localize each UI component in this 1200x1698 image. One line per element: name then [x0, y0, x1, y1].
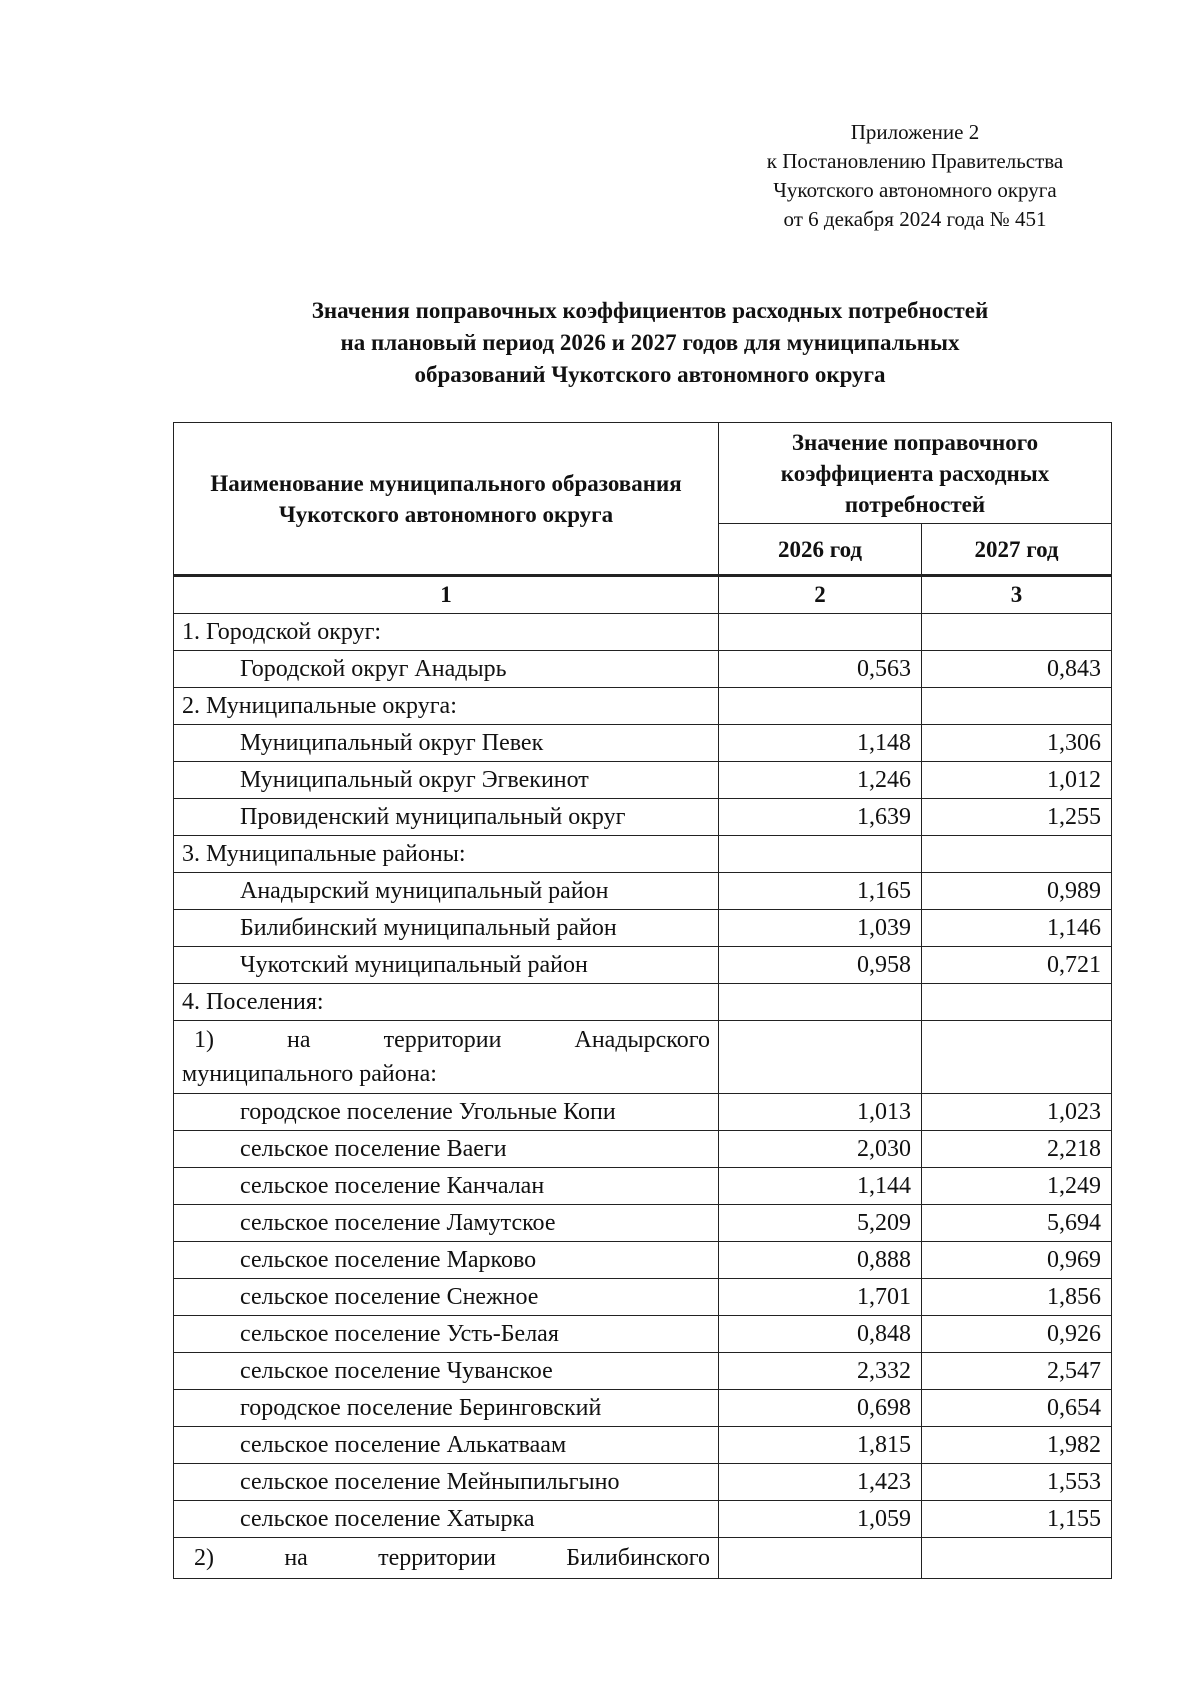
row-name: городское поселение Угольные Копи: [174, 1094, 719, 1131]
row-name: 3. Муниципальные районы:: [174, 836, 719, 873]
table-row: [174, 1242, 1112, 1279]
coefficients-table: [173, 422, 1112, 1579]
value-2027: 1,249: [922, 1168, 1112, 1205]
value-2027: 0,969: [922, 1242, 1112, 1279]
value-2026: 1,165: [719, 873, 922, 910]
value-2027: [922, 836, 1112, 873]
value-2027: 1,856: [922, 1279, 1112, 1316]
value-2026: 0,848: [719, 1316, 922, 1353]
value-2027: 1,306: [922, 725, 1112, 762]
header-name: Наименование муниципального образования Чукотского автономного округа: [174, 423, 719, 576]
row-name: сельское поселение Чуванское: [174, 1353, 719, 1390]
value-2026: 1,815: [719, 1427, 922, 1464]
header-year-2026: 2026 год: [719, 524, 922, 576]
title-line: на плановый период 2026 и 2027 годов для муниципальных: [340, 330, 960, 355]
value-2027: 1,012: [922, 762, 1112, 799]
value-2026: [719, 614, 922, 651]
value-2027: 0,721: [922, 947, 1112, 984]
row-name: сельское поселение Марково: [174, 1242, 719, 1279]
row-name: Муниципальный округ Эгвекинот: [174, 762, 719, 799]
row-name-word: Билибинского: [566, 1545, 710, 1571]
row-name-word: 1): [194, 1027, 214, 1053]
row-name: [174, 1538, 719, 1579]
table-row: [174, 1168, 1112, 1205]
table-row: [174, 1501, 1112, 1538]
row-name-word: на: [287, 1027, 311, 1053]
row-name-word: территории: [383, 1027, 502, 1053]
table-row: [174, 1279, 1112, 1316]
value-2026: [719, 1021, 922, 1094]
table-row: [174, 799, 1112, 836]
row-name: Билибинский муниципальный район: [174, 910, 719, 947]
appendix-line: Чукотского автономного округа: [773, 178, 1057, 202]
row-name: сельское поселение Снежное: [174, 1279, 719, 1316]
table-row: [174, 614, 1112, 651]
row-name-word: Анадырского: [574, 1027, 710, 1053]
row-name: Чукотский муниципальный район: [174, 947, 719, 984]
row-name: сельское поселение Усть-Белая: [174, 1316, 719, 1353]
column-number: 1: [174, 576, 719, 614]
document-title: [200, 295, 1100, 391]
value-2026: 0,958: [719, 947, 922, 984]
value-2026: 0,698: [719, 1390, 922, 1427]
table-row: [174, 651, 1112, 688]
title-line: Значения поправочных коэффициентов расходных потребностей: [311, 298, 989, 323]
table-row: [174, 1390, 1112, 1427]
table-row: [174, 873, 1112, 910]
value-2026: 1,423: [719, 1464, 922, 1501]
row-name: сельское поселение Канчалан: [174, 1168, 719, 1205]
row-name: сельское поселение Ламутское: [174, 1205, 719, 1242]
value-2027: 1,553: [922, 1464, 1112, 1501]
table-body: [174, 614, 1112, 1579]
value-2026: [719, 688, 922, 725]
row-name: Анадырский муниципальный район: [174, 873, 719, 910]
value-2026: 1,013: [719, 1094, 922, 1131]
appendix-line: к Постановлению Правительства: [766, 149, 1064, 173]
row-name: сельское поселение Ваеги: [174, 1131, 719, 1168]
value-2027: 2,218: [922, 1131, 1112, 1168]
appendix-line: от 6 декабря 2024 года № 451: [783, 207, 1047, 231]
table-row: [174, 947, 1112, 984]
value-2026: 1,144: [719, 1168, 922, 1205]
value-2027: [922, 688, 1112, 725]
table-row: [174, 1353, 1112, 1390]
table-row: [174, 1205, 1112, 1242]
table-row: [174, 1094, 1112, 1131]
row-name-word: 2): [194, 1545, 214, 1571]
row-name: сельское поселение Хатырка: [174, 1501, 719, 1538]
appendix-block: [700, 118, 1130, 234]
column-number: 3: [922, 576, 1112, 614]
value-2026: 1,701: [719, 1279, 922, 1316]
value-2027: 1,023: [922, 1094, 1112, 1131]
value-2026: 5,209: [719, 1205, 922, 1242]
value-2027: 1,155: [922, 1501, 1112, 1538]
row-name-word: на: [284, 1545, 308, 1571]
row-name: сельское поселение Мейныпильгыно: [174, 1464, 719, 1501]
row-name: Провиденский муниципальный округ: [174, 799, 719, 836]
value-2026: 0,563: [719, 651, 922, 688]
header-value-group: Значение поправочного коэффициента расходных потребностей: [719, 423, 1112, 524]
row-name-word: территории: [378, 1545, 496, 1571]
value-2026: 1,059: [719, 1501, 922, 1538]
value-2027: 0,843: [922, 651, 1112, 688]
row-name: 1. Городской округ:: [174, 614, 719, 651]
table-row: [174, 1464, 1112, 1501]
table-row: [174, 910, 1112, 947]
table-row: [174, 725, 1112, 762]
row-name: сельское поселение Алькатваам: [174, 1427, 719, 1464]
value-2026: 2,030: [719, 1131, 922, 1168]
table-row: [174, 1538, 1112, 1579]
table-row: [174, 762, 1112, 799]
value-2027: [922, 1538, 1112, 1579]
value-2027: 0,926: [922, 1316, 1112, 1353]
row-name: 2. Муниципальные округа:: [174, 688, 719, 725]
value-2026: 1,148: [719, 725, 922, 762]
value-2027: 5,694: [922, 1205, 1112, 1242]
value-2027: 1,146: [922, 910, 1112, 947]
value-2026: 2,332: [719, 1353, 922, 1390]
value-2027: 2,547: [922, 1353, 1112, 1390]
value-2026: [719, 984, 922, 1021]
value-2027: [922, 614, 1112, 651]
table-row: [174, 1316, 1112, 1353]
row-name: [174, 1021, 719, 1094]
row-name: 4. Поселения:: [174, 984, 719, 1021]
table-row: [174, 1021, 1112, 1094]
row-name: Муниципальный округ Певек: [174, 725, 719, 762]
column-number: 2: [719, 576, 922, 614]
value-2027: 0,654: [922, 1390, 1112, 1427]
row-name: городское поселение Беринговский: [174, 1390, 719, 1427]
value-2026: 1,039: [719, 910, 922, 947]
value-2027: 0,989: [922, 873, 1112, 910]
value-2026: [719, 1538, 922, 1579]
table-row: [174, 836, 1112, 873]
table-row: [174, 688, 1112, 725]
row-name-continuation: муниципального района:: [182, 1061, 437, 1087]
appendix-line: Приложение 2: [850, 120, 980, 144]
table-row: [174, 1131, 1112, 1168]
table-row: [174, 1427, 1112, 1464]
value-2026: 1,639: [719, 799, 922, 836]
value-2027: 1,255: [922, 799, 1112, 836]
table-row: [174, 984, 1112, 1021]
value-2026: [719, 836, 922, 873]
title-line: образований Чукотского автономного округа: [414, 362, 886, 387]
value-2026: 1,246: [719, 762, 922, 799]
value-2027: [922, 1021, 1112, 1094]
value-2027: 1,982: [922, 1427, 1112, 1464]
header-year-2027: 2027 год: [922, 524, 1112, 576]
row-name: Городской округ Анадырь: [174, 651, 719, 688]
value-2027: [922, 984, 1112, 1021]
value-2026: 0,888: [719, 1242, 922, 1279]
